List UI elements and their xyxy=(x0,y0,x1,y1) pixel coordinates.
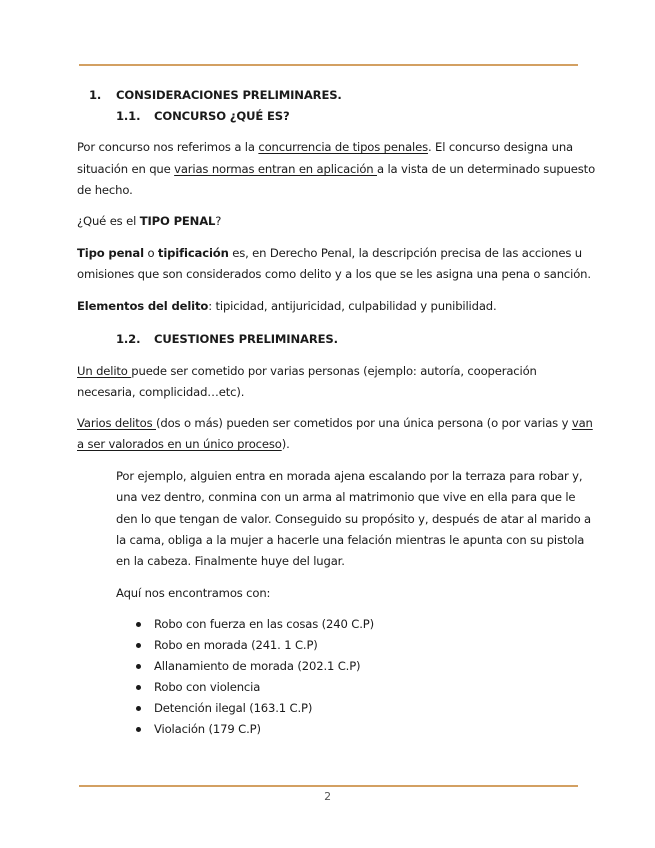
underlined-text: a ser valorados en un único proceso xyxy=(77,437,282,451)
paragraph-concurso-line-2 xyxy=(77,159,595,180)
footer-rule xyxy=(79,785,578,787)
heading-1-1-number: 1.1. xyxy=(116,109,141,123)
paragraph-concurso-line-1 xyxy=(77,137,573,158)
text: . El concurso designa una xyxy=(427,140,573,154)
bold-text: Elementos del delito xyxy=(77,299,209,313)
text: o xyxy=(143,246,158,260)
bullet-icon xyxy=(136,643,141,648)
page-number: 2 xyxy=(324,790,331,803)
example-line-4: la cama, obliga a la mujer a hacerle una felación mientras le apunta con su pistola xyxy=(116,533,585,547)
list-item-text: Detención ilegal (163.1 C.P) xyxy=(154,701,313,715)
heading-1-number: 1. xyxy=(89,88,102,102)
underlined-text: Varios delitos xyxy=(77,416,156,430)
list-intro: Aquí nos encontramos con: xyxy=(116,586,271,600)
text: : tipicidad, antijuricidad, culpabilidad y punibilidad. xyxy=(208,299,497,313)
paragraph-varios-delitos-line-2 xyxy=(77,434,290,455)
bullet-icon xyxy=(136,622,141,627)
underlined-text: van xyxy=(571,416,593,430)
text: Por concurso nos referimos a la xyxy=(77,140,259,154)
bullet-icon xyxy=(136,727,141,732)
underlined-text: concurrencia de tipos penales xyxy=(258,140,428,154)
text: es, en Derecho Penal, la descripción precisa de las acciones u xyxy=(228,246,582,260)
example-line-5: en la cabeza. Finalmente huye del lugar. xyxy=(116,554,345,568)
text: ? xyxy=(215,214,222,228)
bullet-icon xyxy=(136,706,141,711)
heading-1-1-title: CONCURSO ¿QUÉ ES? xyxy=(154,109,290,123)
text: ¿Qué es el xyxy=(77,214,140,228)
paragraph-tipo-penal-def-line-1 xyxy=(77,243,582,264)
text: situación en que xyxy=(77,162,175,176)
list-item-text: Robo con fuerza en las cosas (240 C.P) xyxy=(154,617,374,631)
heading-1-2-title: CUESTIONES PRELIMINARES. xyxy=(154,332,338,346)
paragraph-tipo-penal-question xyxy=(77,211,221,232)
example-line-1: Por ejemplo, alguien entra en morada ajena escalando por la terraza para robar y, xyxy=(116,469,583,483)
text: necesaria, complicidad…etc). xyxy=(77,385,245,399)
example-line-3: den lo que tengan de valor. Conseguido su propósito y, después de atar al marido a xyxy=(116,512,592,526)
bold-text: Tipo penal xyxy=(77,246,144,260)
paragraph-un-delito-line-2 xyxy=(77,382,244,403)
list-item-text: Robo con violencia xyxy=(154,680,261,694)
underlined-text: Un delito xyxy=(77,364,132,378)
text: (dos o más) pueden ser cometidos por una única persona (o por varias y xyxy=(156,416,572,430)
list-item-text: Allanamiento de morada (202.1 C.P) xyxy=(154,659,361,673)
text: ). xyxy=(281,437,290,451)
paragraph-elementos xyxy=(77,296,497,317)
paragraph-un-delito-line-1 xyxy=(77,361,537,382)
text: a la vista de un determinado supuesto xyxy=(377,162,596,176)
list-item-text: Robo en morada (241. 1 C.P) xyxy=(154,638,318,652)
underlined-text: varias normas entran en aplicación xyxy=(174,162,377,176)
text: omisiones que son considerados como delito y a los que se les asigna una pena o sanción. xyxy=(77,267,591,281)
heading-1-title: CONSIDERACIONES PRELIMINARES. xyxy=(116,88,342,102)
heading-1-2-number: 1.2. xyxy=(116,332,141,346)
paragraph-varios-delitos-line-1 xyxy=(77,413,593,434)
text: puede ser cometido por varias personas (ejemplo: autoría, cooperación xyxy=(131,364,537,378)
bullet-icon xyxy=(136,685,141,690)
bold-text: tipificación xyxy=(157,246,229,260)
paragraph-tipo-penal-def-line-2 xyxy=(77,264,591,285)
text: de hecho. xyxy=(77,183,133,197)
header-rule xyxy=(79,64,578,66)
bullet-icon xyxy=(136,664,141,669)
list-item-text: Violación (179 C.P) xyxy=(154,722,261,736)
bold-text: TIPO PENAL xyxy=(139,214,216,228)
paragraph-concurso-line-3 xyxy=(77,180,133,201)
example-line-2: una vez dentro, conmina con un arma al matrimonio que vive en ella para que le xyxy=(116,490,576,504)
